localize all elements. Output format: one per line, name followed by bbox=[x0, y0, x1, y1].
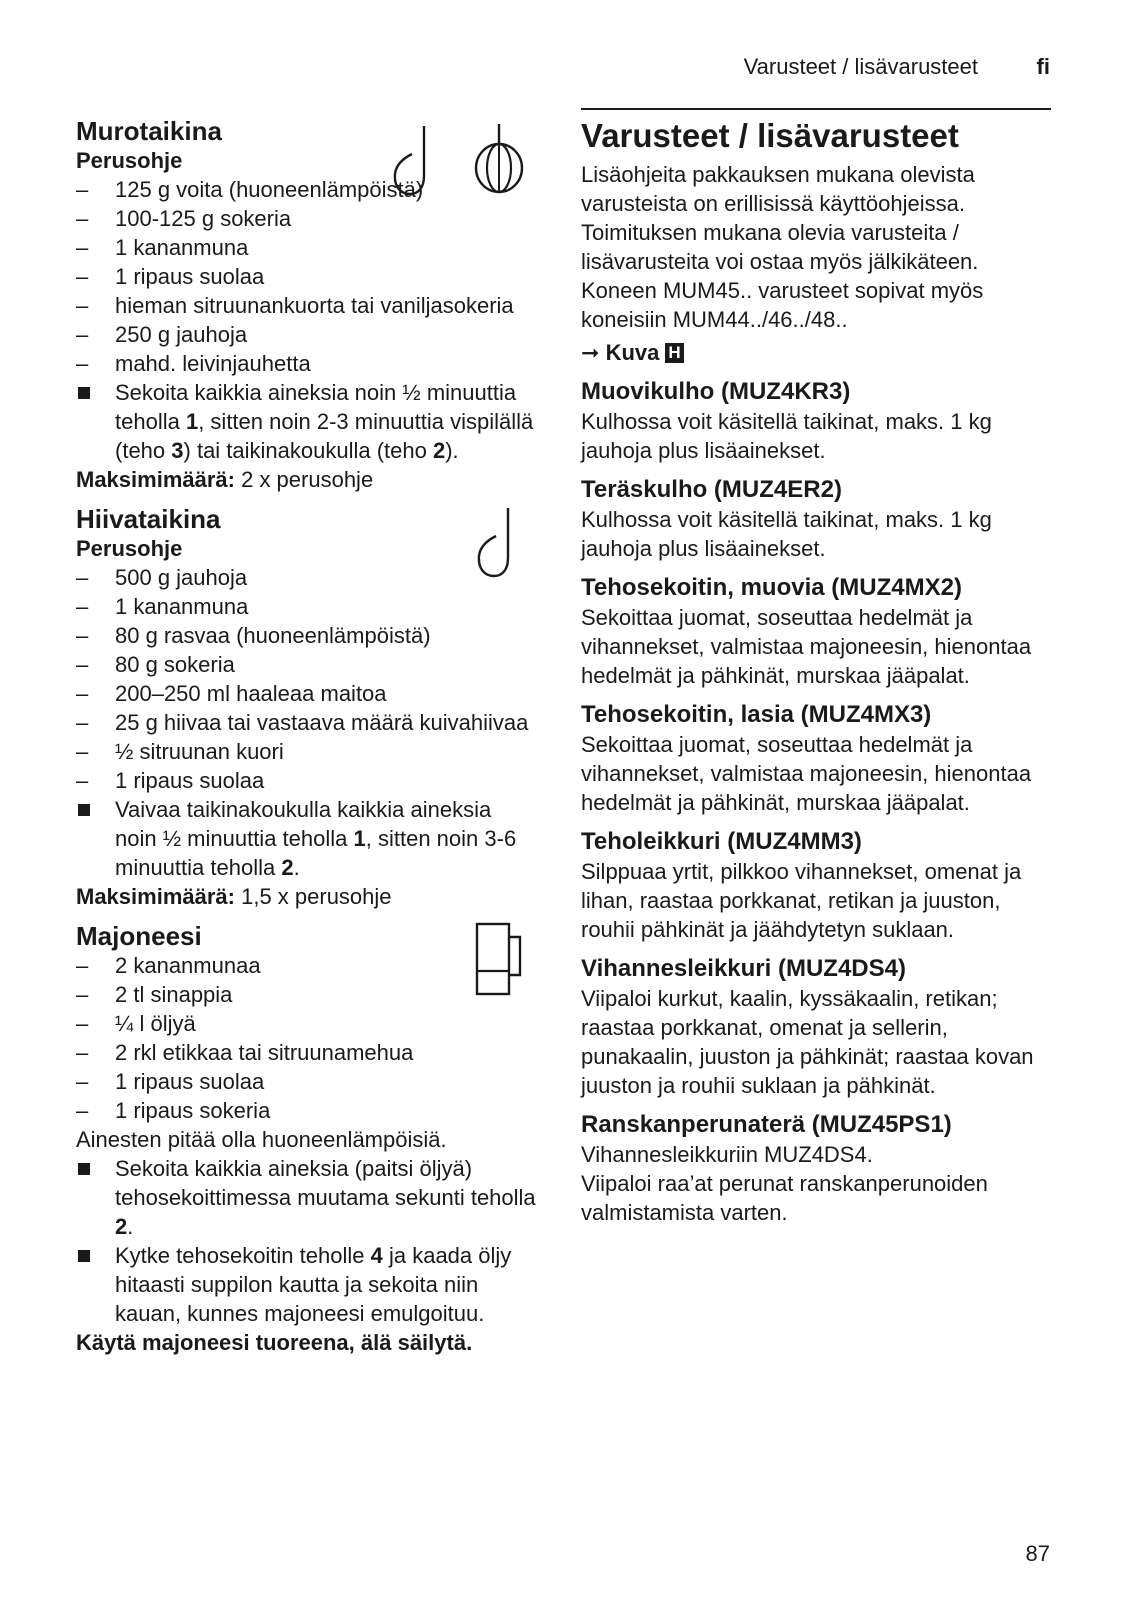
list-item: – 250 g jauhoja bbox=[76, 322, 248, 347]
accessory-title: Muovikulho (MUZ4KR3) bbox=[581, 378, 851, 405]
list-item: – 2 kananmunaa bbox=[76, 953, 261, 978]
list-item: – 125 g voita (huoneenlämpöistä) bbox=[76, 177, 424, 202]
list-item: – 25 g hiivaa tai vastaava määrä kuivahiivaa bbox=[76, 710, 529, 735]
intro-text: Lisäohjeita pakkauksen mukana olevista varusteista on erillisissä käyttöohjeissa. Toimituksen mukana olevia varusteita / lisävarusteita voi ostaa myös jälkikäteen. Koneen MUM45.. varusteet sopivat myös koneisiin MUM44../46../48.. bbox=[581, 162, 984, 332]
right-column bbox=[581, 108, 1051, 1227]
header-title: Varusteet / lisävarusteet bbox=[743, 54, 978, 79]
page-number: 87 bbox=[1025, 1541, 1050, 1566]
bullet-square-icon bbox=[78, 387, 90, 399]
instruction-step: Sekoita kaikkia aineksia noin ½ minuuttia teholla 1, sitten noin 2-3 minuuttia vispilällä (teho 3) tai taikinakoukulla (teho 2). bbox=[76, 378, 536, 465]
accessory-title: Tehosekoitin, muovia (MUZ4MX2) bbox=[581, 574, 962, 601]
section-title: Hiivataikina bbox=[76, 504, 221, 534]
ingredient-list bbox=[76, 563, 536, 882]
divider bbox=[581, 108, 1051, 110]
max-amount: Maksimimäärä: 2 x perusohje bbox=[76, 467, 374, 492]
list-item: – 1 kananmuna bbox=[76, 594, 249, 619]
bullet-square-icon bbox=[78, 1250, 90, 1262]
list-item: – 500 g jauhoja bbox=[76, 565, 248, 590]
ingredient-list bbox=[76, 175, 536, 465]
list-item: – 80 g rasvaa (huoneenlämpöistä) bbox=[76, 623, 431, 648]
list-item: – 1 ripaus suolaa bbox=[76, 1069, 265, 1094]
figure-reference: ➞ Kuva H bbox=[581, 338, 1051, 367]
accessory-title: Vihannesleikkuri (MUZ4DS4) bbox=[581, 955, 906, 982]
instruction-step: Sekoita kaikkia aineksia (paitsi öljyä) tehosekoittimessa muutama sekunti teholla 2. bbox=[76, 1154, 536, 1241]
page-title: Varusteet / lisävarusteet bbox=[581, 117, 959, 154]
list-item: – mahd. leivinjauhetta bbox=[76, 351, 311, 376]
section-murotaikina bbox=[76, 116, 536, 494]
list-item: – 2 rkl etikkaa tai sitruunamehua bbox=[76, 1040, 414, 1065]
bullet-square-icon bbox=[78, 804, 90, 816]
section-title: Majoneesi bbox=[76, 921, 202, 951]
list-item: – 1 ripaus sokeria bbox=[76, 1098, 271, 1123]
accessory-item bbox=[581, 377, 1051, 465]
instruction-list bbox=[76, 1154, 536, 1328]
list-item: – 80 g sokeria bbox=[76, 652, 235, 677]
list-item: – ¼ l öljyä bbox=[76, 1011, 196, 1036]
accessory-title: Ranskanperunaterä (MUZ45PS1) bbox=[581, 1111, 952, 1138]
instruction-step: Kytke tehosekoitin teholle 4 ja kaada öljy hitaasti suppilon kautta ja sekoita niin kauan, kunnes majoneesi emulgoituu. bbox=[76, 1241, 536, 1328]
list-item: – 1 ripaus suolaa bbox=[76, 768, 265, 793]
section-hiivataikina bbox=[76, 504, 536, 911]
page-header bbox=[0, 52, 1128, 82]
header-language: fi bbox=[1036, 54, 1050, 79]
list-item: – 2 tl sinappia bbox=[76, 982, 233, 1007]
list-item: – hieman sitruunankuorta tai vaniljasokeria bbox=[76, 293, 514, 318]
accessory-text: Kulhossa voit käsitellä taikinat, maks. 1 kg jauhoja plus lisäainekset. bbox=[581, 409, 992, 463]
note: Ainesten pitää olla huoneenlämpöisiä. bbox=[76, 1127, 447, 1152]
bullet-square-icon bbox=[78, 1163, 90, 1175]
section-subtitle: Perusohje bbox=[76, 536, 183, 561]
instruction-step: Vaivaa taikinakoukulla kaikkia aineksia noin ½ minuuttia teholla 1, sitten noin 3-6 minuuttia teholla 2. bbox=[76, 795, 536, 882]
accessory-item bbox=[581, 1110, 1051, 1227]
accessory-text: Silppuaa yrtit, pilkkoo vihannekset, omenat ja lihan, raastaa porkkanat, retikan ja juuston, rouhii pähkinät ja jäähdytetyn suklaan. bbox=[581, 859, 1022, 942]
section-title: Murotaikina bbox=[76, 116, 222, 146]
max-amount: Maksimimäärä: 1,5 x perusohje bbox=[76, 884, 392, 909]
accessory-title: Tehosekoitin, lasia (MUZ4MX3) bbox=[581, 701, 932, 728]
list-item: – ½ sitruunan kuori bbox=[76, 739, 284, 764]
accessory-text: Sekoittaa juomat, soseuttaa hedelmät ja vihannekset, valmistaa majoneesin, hienontaa hedelmät ja pähkinät, murskaa jääpalat. bbox=[581, 605, 1032, 688]
accessory-title: Teholeikkuri (MUZ4MM3) bbox=[581, 828, 862, 855]
accessory-text: Viipaloi raa’at perunat ranskanperunoiden valmistamista varten. bbox=[581, 1171, 988, 1225]
accessory-item bbox=[581, 573, 1051, 690]
accessory-text: Vihannesleikkuriin MUZ4DS4. bbox=[581, 1142, 873, 1167]
list-item: – 200–250 ml haaleaa maitoa bbox=[76, 681, 387, 706]
accessory-item bbox=[581, 475, 1051, 563]
accessory-text: Sekoittaa juomat, soseuttaa hedelmät ja vihannekset, valmistaa majoneesin, hienontaa hedelmät ja pähkinät, murskaa jääpalat. bbox=[581, 732, 1032, 815]
section-subtitle: Perusohje bbox=[76, 148, 183, 173]
final-note: Käytä majoneesi tuoreena, älä säilytä. bbox=[76, 1330, 473, 1355]
accessory-item bbox=[581, 700, 1051, 817]
list-item: – 1 kananmuna bbox=[76, 235, 249, 260]
list-item: – 1 ripaus suolaa bbox=[76, 264, 265, 289]
accessory-text: Kulhossa voit käsitellä taikinat, maks. 1 kg jauhoja plus lisäainekset. bbox=[581, 507, 992, 561]
list-item: – 100-125 g sokeria bbox=[76, 206, 292, 231]
accessory-item bbox=[581, 827, 1051, 944]
accessory-item bbox=[581, 954, 1051, 1100]
figure-label: H bbox=[665, 343, 683, 363]
left-column bbox=[76, 116, 536, 1367]
accessory-text: Viipaloi kurkut, kaalin, kyssäkaalin, retikan; raastaa porkkanat, omenat ja sellerin, punakaalin, juuston ja pähkinät; raastaa kovan juuston ja rouhii suklaan ja pähkinät. bbox=[581, 986, 1034, 1098]
ingredient-list bbox=[76, 951, 536, 1125]
accessory-title: Teräskulho (MUZ4ER2) bbox=[581, 476, 842, 503]
section-majoneesi bbox=[76, 921, 536, 1357]
arrow-right-icon: ➞ bbox=[581, 340, 600, 365]
